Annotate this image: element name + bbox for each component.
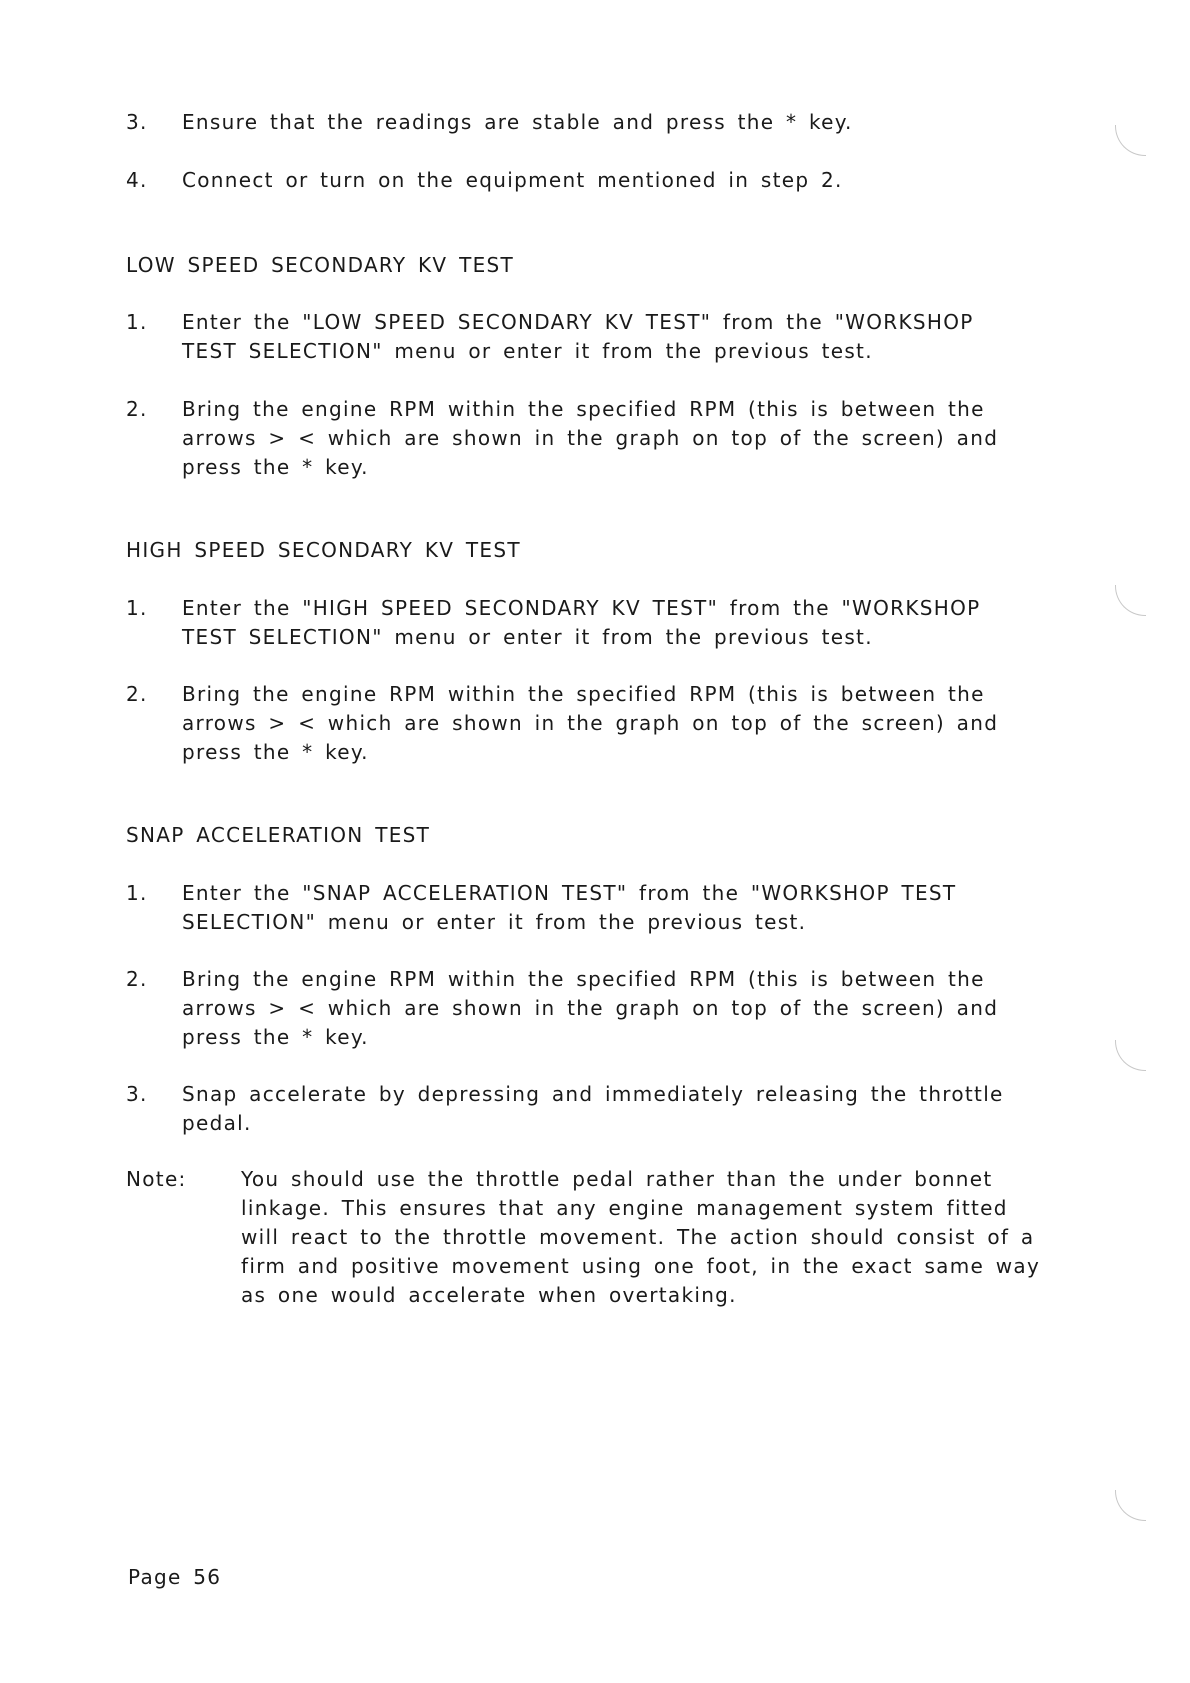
high-speed-step-2 (126, 680, 1026, 767)
step-number: 1. (126, 881, 148, 905)
step-number: 3. (126, 1082, 148, 1106)
section-heading-low-speed: LOW SPEED SECONDARY KV TEST (126, 253, 515, 277)
step-text: Enter the "SNAP ACCELERATION TEST" from the "WORKSHOP TEST SELECTION" menu or enter it from the previous test. (182, 881, 957, 934)
high-speed-step-1 (126, 594, 1026, 652)
step-text: Ensure that the readings are stable and press the * key. (182, 110, 853, 134)
step-text: Bring the engine RPM within the specified RPM (this is between the arrows > < which are shown in the graph on top of the screen) and press the * key. (182, 397, 999, 479)
low-speed-step-1 (126, 308, 1026, 366)
step-text: Connect or turn on the equipment mentioned in step 2. (182, 168, 843, 192)
note-label: Note: (126, 1167, 187, 1191)
low-speed-step-2 (126, 395, 1026, 482)
step-number: 2. (126, 682, 148, 706)
step-text: Bring the engine RPM within the specified RPM (this is between the arrows > < which are shown in the graph on top of the screen) and press the * key. (182, 682, 999, 764)
step-text: Bring the engine RPM within the specified RPM (this is between the arrows > < which are shown in the graph on top of the screen) and press the * key. (182, 967, 999, 1049)
step-text: Enter the "LOW SPEED SECONDARY KV TEST" from the "WORKSHOP TEST SELECTION" menu or enter it from the previous test. (182, 310, 974, 363)
note-block (126, 1165, 1046, 1310)
snap-step-1 (126, 879, 1026, 937)
step-number: 1. (126, 310, 148, 334)
binder-mark (1115, 125, 1146, 156)
step-3-top (126, 108, 1026, 137)
step-number: 2. (126, 967, 148, 991)
step-number: 4. (126, 168, 148, 192)
snap-step-2 (126, 965, 1026, 1052)
page-number: Page 56 (128, 1565, 222, 1589)
note-text: You should use the throttle pedal rather than the under bonnet linkage. This ensures that any engine management system fitted will react to the throttle movement. The action should consist of a firm and positive movement using one foot, in the exact same way as one would accelerate when overtaking. (241, 1167, 1041, 1307)
step-number: 1. (126, 596, 148, 620)
section-heading-snap: SNAP ACCELERATION TEST (126, 823, 431, 847)
step-text: Enter the "HIGH SPEED SECONDARY KV TEST" from the "WORKSHOP TEST SELECTION" menu or enter it from the previous test. (182, 596, 981, 649)
binder-mark (1115, 1490, 1146, 1521)
section-heading-high-speed: HIGH SPEED SECONDARY KV TEST (126, 538, 521, 562)
step-number: 2. (126, 397, 148, 421)
binder-mark (1115, 1040, 1146, 1071)
step-text: Snap accelerate by depressing and immediately releasing the throttle pedal. (182, 1082, 1004, 1135)
step-number: 3. (126, 110, 148, 134)
snap-step-3 (126, 1080, 1026, 1138)
binder-mark (1115, 585, 1146, 616)
step-4-top (126, 166, 1026, 195)
